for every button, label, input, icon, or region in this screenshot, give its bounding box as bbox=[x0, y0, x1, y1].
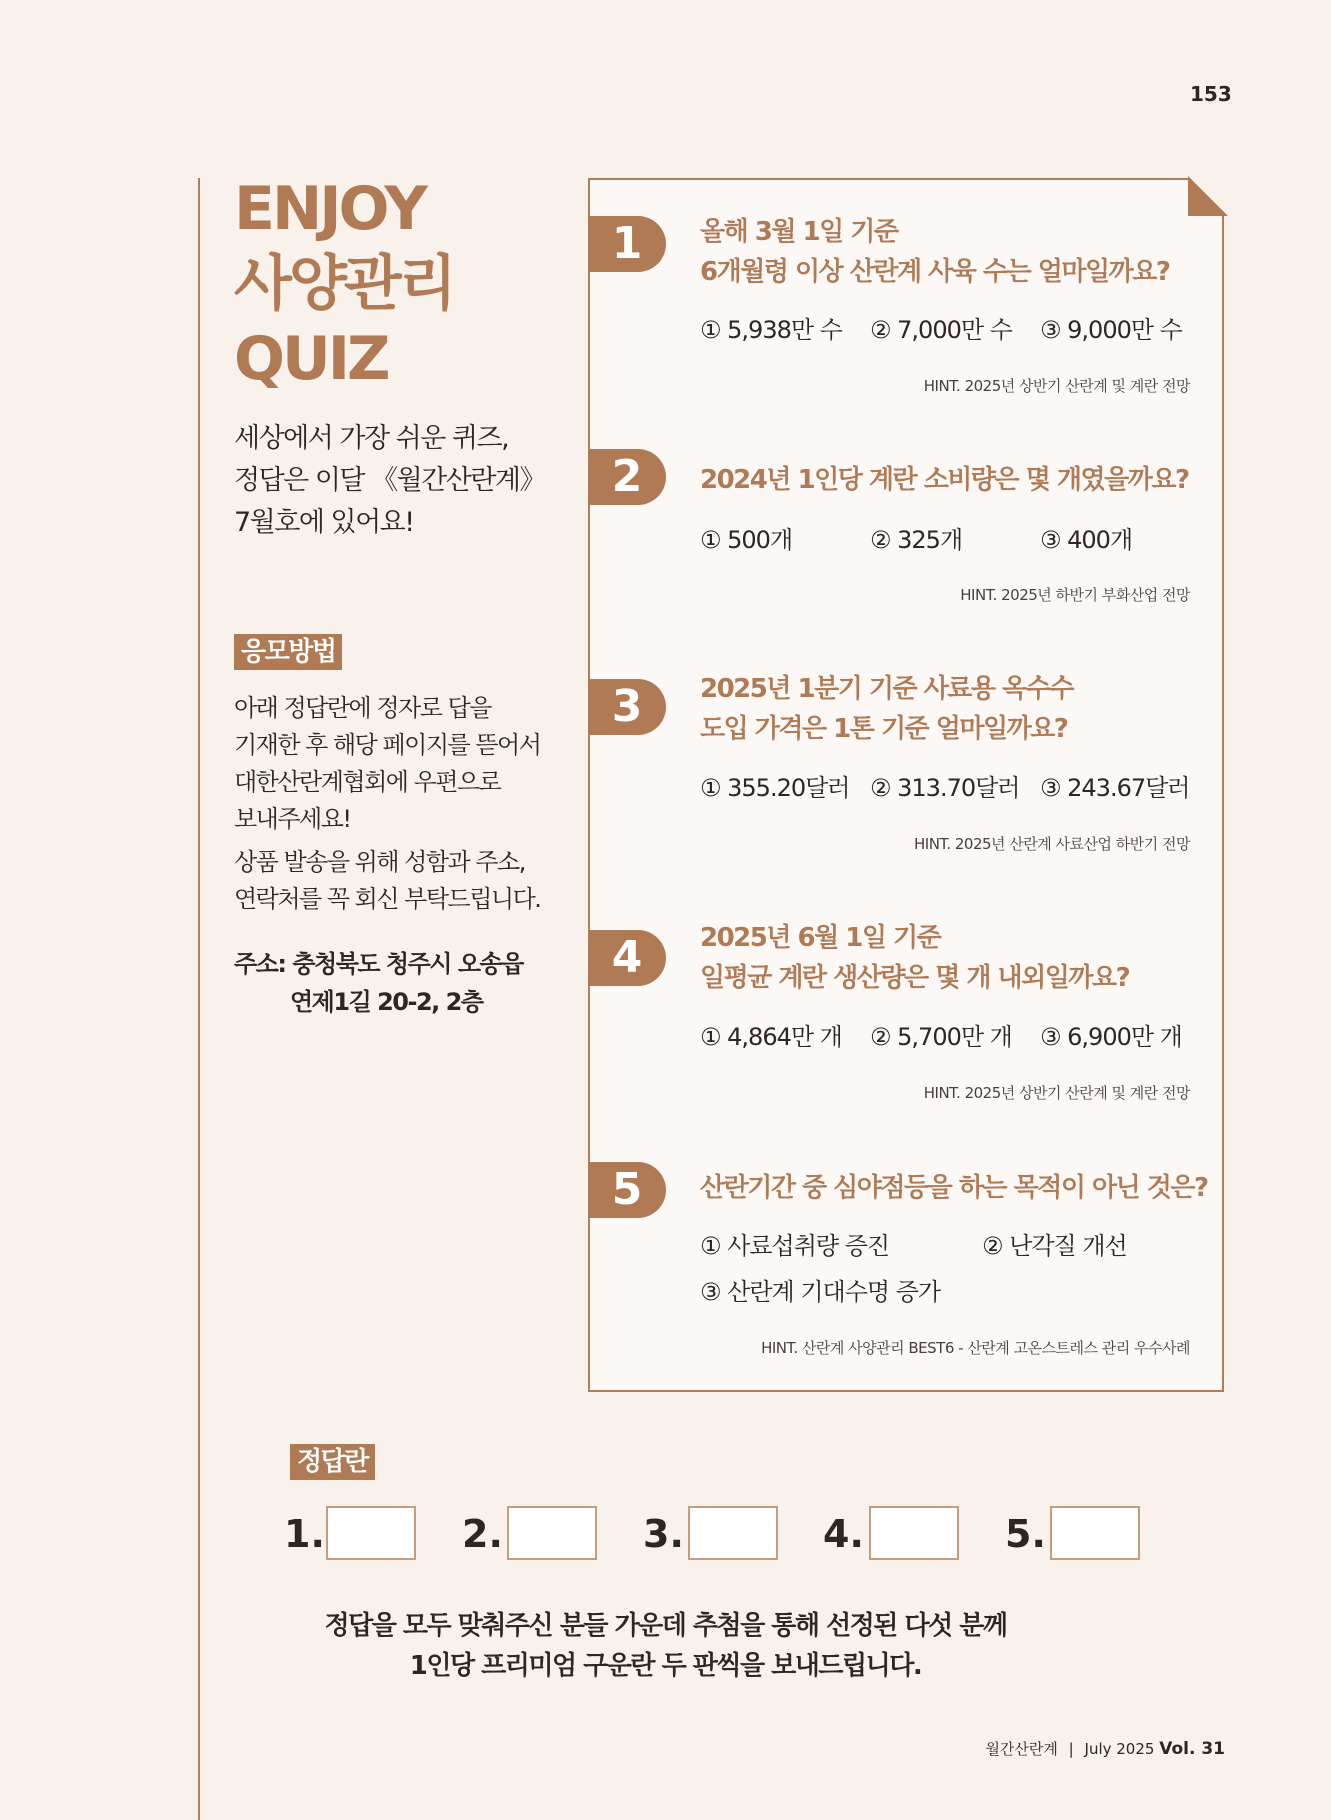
question-3-text bbox=[700, 669, 1073, 749]
title-line-2: 사양관리 bbox=[234, 249, 454, 319]
answer-box-1[interactable] bbox=[326, 1506, 416, 1560]
question-number-1: 1 bbox=[588, 216, 666, 272]
question-line: 2025년 6월 1일 기준 bbox=[700, 923, 941, 953]
question-2-option-3: ③ 400개 bbox=[1040, 526, 1133, 554]
method-line: 연락처를 꼭 회신 부탁드립니다. bbox=[234, 885, 541, 913]
footer-issue: July 2025 bbox=[1084, 1740, 1155, 1758]
question-line: 6개월령 이상 산란계 사육 수는 얼마일까요? bbox=[700, 257, 1170, 287]
question-2-option-2: ② 325개 bbox=[870, 526, 963, 554]
footer-volume: Vol. 31 bbox=[1159, 1739, 1225, 1759]
title-line-3: QUIZ bbox=[234, 324, 388, 394]
question-line: 2024년 1인당 계란 소비량은 몇 개였을까요? bbox=[700, 465, 1189, 495]
answer-label-4: 4. bbox=[823, 1512, 864, 1556]
quiz-title bbox=[234, 172, 454, 397]
margin-rule bbox=[198, 178, 200, 1820]
answer-box-2[interactable] bbox=[507, 1506, 597, 1560]
question-5-text bbox=[700, 1168, 1208, 1208]
intro-line-1: 세상에서 가장 쉬운 퀴즈, bbox=[234, 423, 509, 454]
question-line: 산란기간 중 심야점등을 하는 목적이 아닌 것은? bbox=[700, 1173, 1208, 1203]
mailing-address bbox=[234, 945, 523, 1021]
question-1-hint: HINT. 2025년 상반기 산란계 및 계란 전망 bbox=[923, 377, 1190, 395]
question-line: 일평균 계란 생산량은 몇 개 내외일까요? bbox=[700, 963, 1130, 993]
method-line: 보내주세요! bbox=[234, 805, 351, 833]
question-number-4: 4 bbox=[588, 930, 666, 986]
answer-box-4[interactable] bbox=[869, 1506, 959, 1560]
address-line-2: 연제1길 20-2, 2층 bbox=[290, 988, 483, 1016]
question-line: 도입 가격은 1톤 기준 얼마일까요? bbox=[700, 714, 1068, 744]
entry-method-badge: 응모방법 bbox=[234, 634, 342, 670]
answer-label-1: 1. bbox=[284, 1512, 325, 1556]
method-line: 기재한 후 해당 페이지를 뜯어서 bbox=[234, 731, 541, 759]
question-1-text bbox=[700, 212, 1169, 292]
title-line-1: ENJOY bbox=[234, 174, 425, 244]
answer-label-5: 5. bbox=[1005, 1512, 1046, 1556]
question-2-option-1: ① 500개 bbox=[700, 526, 793, 554]
question-3-option-1: ① 355.20달러 bbox=[700, 774, 850, 802]
method-line: 상품 발송을 위해 성함과 주소, bbox=[234, 848, 525, 876]
question-5-hint: HINT. 산란계 사양관리 BEST6 - 산란계 고온스트레스 관리 우수사례 bbox=[761, 1339, 1190, 1357]
card-corner-fold bbox=[1188, 176, 1228, 216]
address-line-1: 주소: 충청북도 청주시 오송읍 bbox=[234, 950, 523, 978]
question-4-option-1: ① 4,864만 개 bbox=[700, 1023, 842, 1051]
footer-separator: | bbox=[1068, 1740, 1074, 1758]
method-line: 아래 정답란에 정자로 답을 bbox=[234, 694, 491, 722]
question-3-hint: HINT. 2025년 산란계 사료산업 하반기 전망 bbox=[914, 835, 1190, 853]
intro-text bbox=[234, 418, 545, 544]
answer-label-2: 2. bbox=[462, 1512, 503, 1556]
question-4-option-3: ③ 6,900만 개 bbox=[1040, 1023, 1182, 1051]
answer-label-3: 3. bbox=[643, 1512, 684, 1556]
question-4-text bbox=[700, 918, 1129, 998]
question-2-text bbox=[700, 460, 1189, 500]
question-1-option-3: ③ 9,000만 수 bbox=[1040, 316, 1182, 344]
method-paragraph-2 bbox=[234, 844, 554, 918]
question-number-5: 5 bbox=[588, 1162, 666, 1218]
question-line: 2025년 1분기 기준 사료용 옥수수 bbox=[700, 674, 1073, 704]
question-4-hint: HINT. 2025년 상반기 산란계 및 계란 전망 bbox=[923, 1084, 1190, 1102]
question-1-option-2: ② 7,000만 수 bbox=[870, 316, 1012, 344]
method-line: 대한산란계협회에 우편으로 bbox=[234, 768, 501, 796]
question-5-option-3: ③ 산란계 기대수명 증가 bbox=[700, 1278, 941, 1306]
closing-line-1: 정답을 모두 맞춰주신 분들 가운데 추첨을 통해 선정된 다섯 분께 bbox=[324, 1611, 1007, 1641]
question-number-3: 3 bbox=[588, 679, 666, 735]
question-1-option-1: ① 5,938만 수 bbox=[700, 316, 842, 344]
method-paragraph-1 bbox=[234, 690, 554, 838]
page-number: 153 bbox=[1190, 82, 1232, 106]
answer-box-5[interactable] bbox=[1050, 1506, 1140, 1560]
intro-line-2: 정답은 이달 《월간산란계》 bbox=[234, 465, 545, 496]
footer bbox=[985, 1738, 1225, 1759]
footer-magazine: 월간산란계 bbox=[985, 1740, 1058, 1758]
question-4-option-2: ② 5,700만 개 bbox=[870, 1023, 1012, 1051]
answer-box-3[interactable] bbox=[688, 1506, 778, 1560]
question-3-option-3: ③ 243.67달러 bbox=[1040, 774, 1190, 802]
entry-method-text bbox=[234, 690, 554, 924]
closing-line-2: 1인당 프리미엄 구운란 두 판씩을 보내드립니다. bbox=[409, 1651, 922, 1681]
closing-message bbox=[0, 1606, 1331, 1686]
question-line: 올해 3월 1일 기준 bbox=[700, 217, 898, 247]
question-3-option-2: ② 313.70달러 bbox=[870, 774, 1020, 802]
question-5-option-1: ① 사료섭취량 증진 bbox=[700, 1232, 890, 1260]
question-2-hint: HINT. 2025년 하반기 부화산업 전망 bbox=[960, 586, 1190, 604]
question-number-2: 2 bbox=[588, 449, 666, 505]
question-5-option-2: ② 난각질 개선 bbox=[982, 1232, 1127, 1260]
intro-line-3: 7월호에 있어요! bbox=[234, 507, 414, 538]
answer-section-badge: 정답란 bbox=[290, 1444, 375, 1480]
